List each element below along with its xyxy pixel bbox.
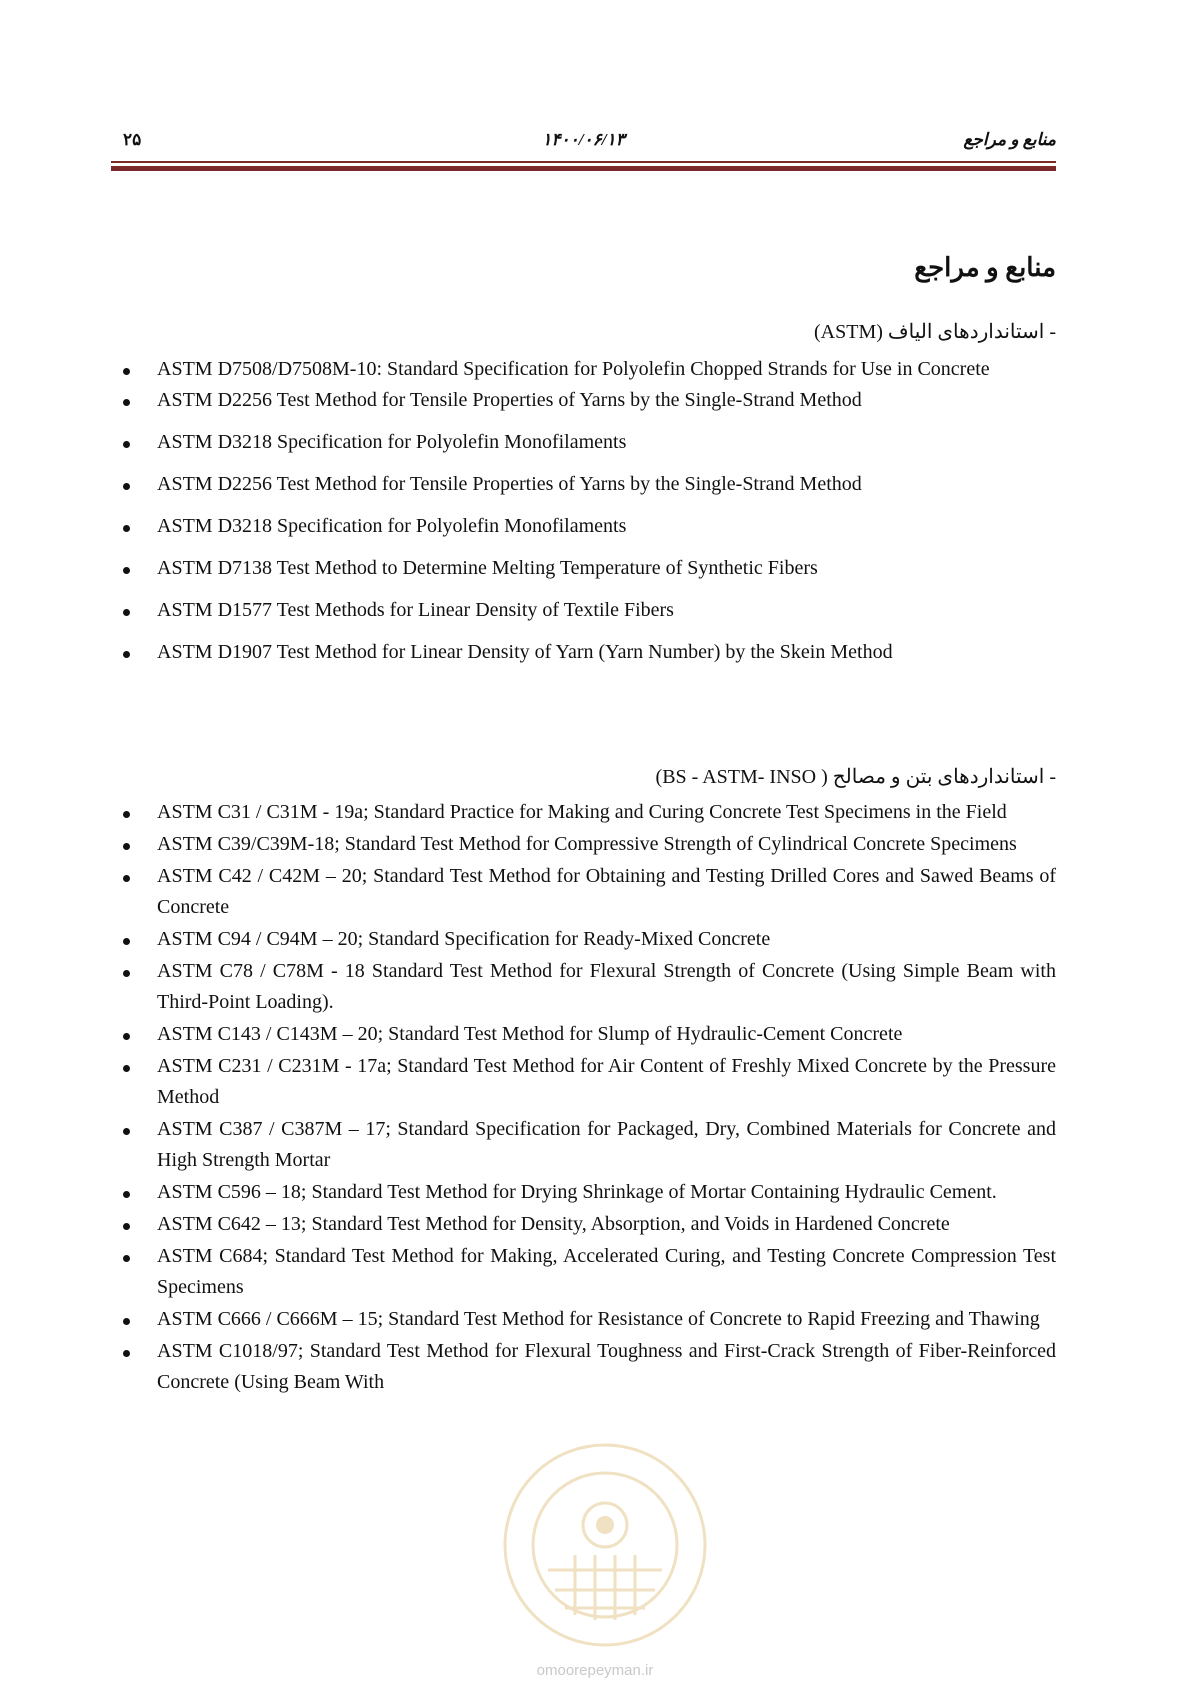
header-section-title: منابع و مراجع [963,130,1056,149]
list-item: ASTM C642 – 13; Standard Test Method for Density, Absorption, and Voids in Hardened Concrete [120,1209,1056,1240]
list-item: ASTM D3218 Specification for Polyolefin Monofilaments [120,511,1056,542]
reference-list-fibers [120,354,1056,679]
header-date: ۱۴۰۰/۰۶/۱۳ [542,130,625,149]
list-item: ASTM C387 / C387M – 17; Standard Specification for Packaged, Dry, Combined Materials for Concrete and High Strength Mortar [120,1114,1056,1176]
section-heading-fibers: - استانداردهای الیاف (ASTM) [813,321,1056,343]
list-item: ASTM D7138 Test Method to Determine Melting Temperature of Synthetic Fibers [120,553,1056,584]
list-item: ASTM D1907 Test Method for Linear Density of Yarn (Yarn Number) by the Skein Method [120,637,1056,668]
list-item: ASTM C1018/97; Standard Test Method for Flexural Toughness and First-Crack Strength of Fiber-Reinforced Concrete (Using Beam With [120,1336,1056,1398]
list-item: ASTM C94 / C94M – 20; Standard Specification for Ready-Mixed Concrete [120,924,1056,955]
list-item: ASTM C31 / C31M - 19a; Standard Practice for Making and Curing Concrete Test Specimens in the Field [120,797,1056,828]
list-item: ASTM C143 / C143M – 20; Standard Test Method for Slump of Hydraulic-Cement Concrete [120,1019,1056,1050]
list-item: ASTM C231 / C231M - 17a; Standard Test Method for Air Content of Freshly Mixed Concrete by the Pressure Method [120,1051,1056,1113]
list-item: ASTM C684; Standard Test Method for Making, Accelerated Curing, and Testing Concrete Compression Test Specimens [120,1241,1056,1303]
header-divider-thin [111,161,1056,163]
page-header [111,130,1056,158]
list-item: ASTM C666 / C666M – 15; Standard Test Method for Resistance of Concrete to Rapid Freezing and Thawing [120,1304,1056,1335]
list-item: ASTM C39/C39M-18; Standard Test Method for Compressive Strength of Cylindrical Concrete Specimens [120,829,1056,860]
watermark-site-text: omoorepeyman.ir [536,1662,654,1679]
list-item: ASTM C596 – 18; Standard Test Method for Drying Shrinkage of Mortar Containing Hydraulic Cement. [120,1177,1056,1208]
list-item: ASTM D2256 Test Method for Tensile Properties of Yarns by the Single-Strand Method [120,385,1056,416]
watermark-logo-icon [500,1440,710,1650]
list-item: ASTM D3218 Specification for Polyolefin Monofilaments [120,427,1056,458]
section-heading-concrete: - استانداردهای بتن و مصالح ( BS - ASTM- INSO) [655,766,1056,788]
list-item: ASTM D1577 Test Methods for Linear Density of Textile Fibers [120,595,1056,626]
header-divider-thick [111,166,1056,171]
reference-list-concrete [120,797,1056,1399]
header-page-number: ۲۵ [123,130,142,149]
list-item: ASTM C42 / C42M – 20; Standard Test Method for Obtaining and Testing Drilled Cores and Sawed Beams of Concrete [120,861,1056,923]
list-item: ASTM C78 / C78M - 18 Standard Test Method for Flexural Strength of Concrete (Using Simple Beam with Third-Point Loading). [120,956,1056,1018]
page-title: منابع و مراجع [914,253,1056,282]
list-item: ASTM D2256 Test Method for Tensile Properties of Yarns by the Single-Strand Method [120,469,1056,500]
list-item: ASTM D7508/D7508M-10: Standard Specification for Polyolefin Chopped Strands for Use in Concrete [120,354,1056,385]
